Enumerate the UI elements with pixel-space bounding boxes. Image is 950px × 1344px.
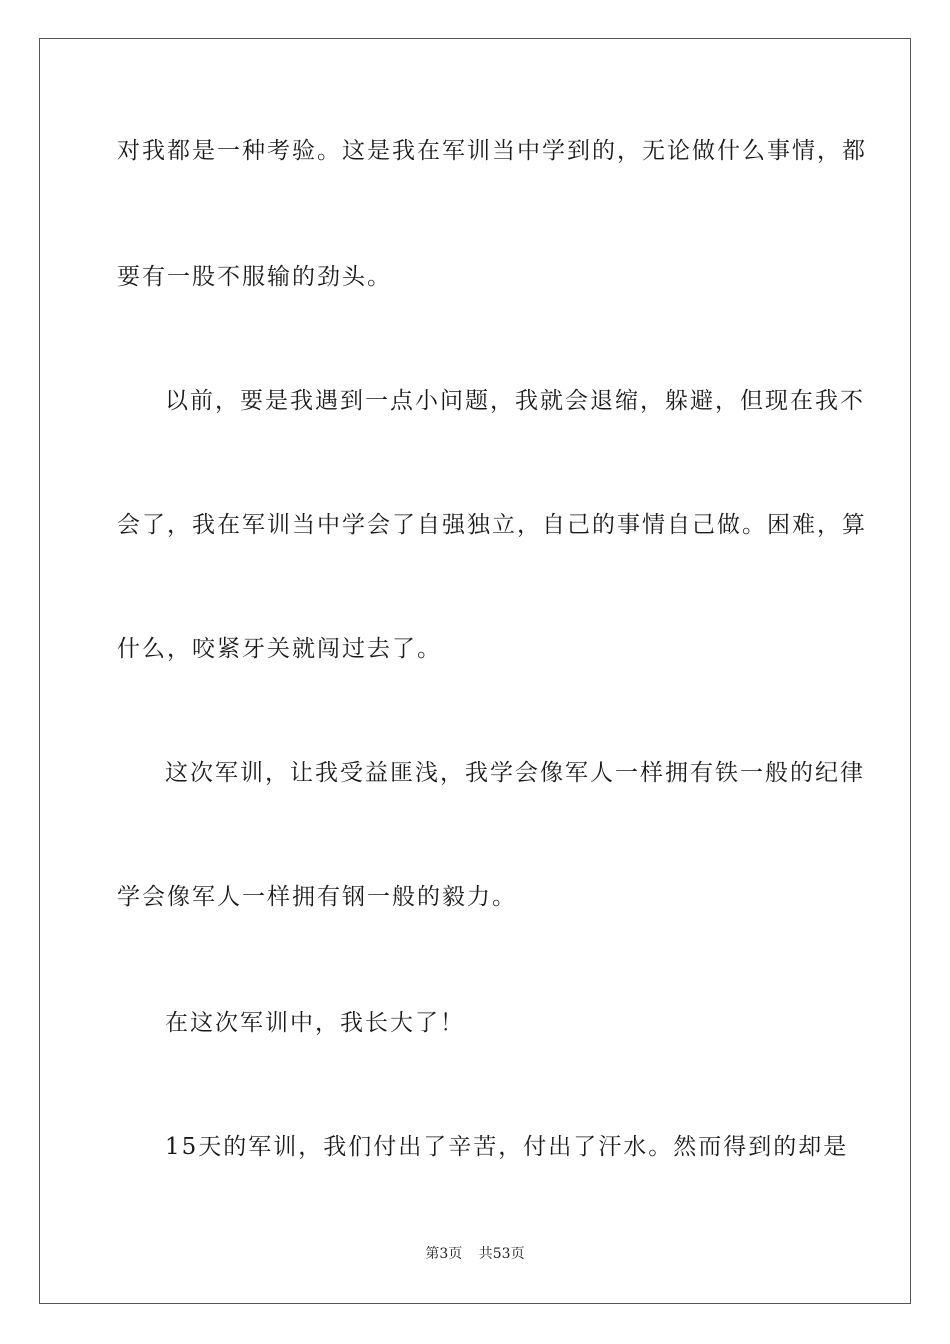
text-line-7: 学会像军人一样拥有钢一般的毅力。 (117, 884, 517, 910)
page-number-total: 共53页 (478, 1246, 525, 1262)
text-line-9: 15天的军训，我们付出了辛苦，付出了汗水。然而得到的却是 (165, 1134, 849, 1160)
text-line-2: 要有一股不服输的劲头。 (117, 264, 392, 290)
text-line-3: 以前，要是我遇到一点小问题，我就会退缩，躲避，但现在我不 (165, 388, 865, 414)
text-line-6: 这次军训，让我受益匪浅，我学会像军人一样拥有铁一般的纪律 (165, 760, 865, 786)
text-line-8: 在这次军训中，我长大了！ (165, 1010, 465, 1036)
text-line-4: 会了，我在军训当中学会了自强独立，自己的事情自己做。困难，算 (117, 512, 867, 538)
page-frame (39, 38, 911, 1304)
page-number-current: 第3页 (425, 1246, 463, 1262)
page-footer (0, 1244, 950, 1264)
text-line-5: 什么，咬紧牙关就闯过去了。 (117, 636, 442, 662)
text-line-1: 对我都是一种考验。这是我在军训当中学到的，无论做什么事情，都 (117, 138, 867, 164)
